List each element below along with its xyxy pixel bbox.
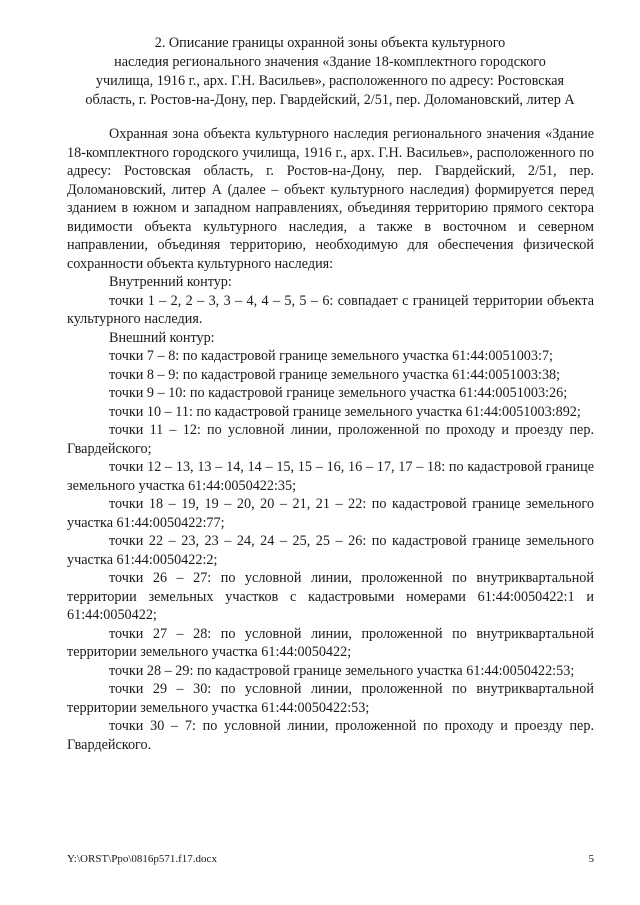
outer-contour-item: точки 28 – 29: по кадастровой границе земельного участка 61:44:0050422:53; — [109, 662, 575, 679]
heading-line: училища, 1916 г., арх. Г.Н. Васильев», расположенного по адресу: Ростовская — [95, 73, 565, 89]
inner-contour-item: точки 1 – 2, 2 – 3, 3 – 4, 4 – 5, 5 – 6: совпадает с границей территории объекта культурного наследия. — [67, 292, 594, 327]
heading-line: наследия регионального значения «Здание 18-комплектного городского — [114, 54, 546, 70]
document-body — [67, 125, 594, 754]
outer-contour-item: точки 22 – 23, 23 – 24, 24 – 25, 25 – 26: по кадастровой границе земельного участка 61:44:0050422:2; — [67, 533, 594, 568]
outer-contour-item: точки 29 – 30: по условной линии, проложенной по внутриквартальной территории земельного участка 61:44:0050422:53; — [67, 681, 594, 716]
intro-paragraph: Охранная зона объекта культурного наследия регионального значения «Здание 18-комплектного городского училища, 1916 г., арх. Г.Н. Васильев», расположенного по адресу: Ростовская область, г. Ростов-на-Дону, пер. Гвардейский, 2/51, пер. Доломановский, литер А (далее – объект культурного наследия) формируется перед зданием в южном и западном направлениях, объединяя территорию прямого сектора видимости объекта культурного наследия, а также в восточном и северном направлении, объединяя территорию, необходимую для обеспечения физической сохранности объекта культурного наследия: — [67, 126, 594, 272]
file-path: Y:\ORST\Ppo\0816p571.f17.docx — [67, 853, 217, 865]
outer-contour-item: точки 26 – 27: по условной линии, проложенной по внутриквартальной территории земельных участков с кадастровыми номерами 61:44:0050422:1 и 61:44:0050422; — [67, 570, 594, 623]
heading-line: область, г. Ростов-на-Дону, пер. Гвардейский, 2/51, пер. Доломановский, литер А — [85, 92, 575, 108]
outer-contour-label: Внешний контур: — [109, 329, 215, 346]
outer-contour-item: точки 8 – 9: по кадастровой границе земельного участка 61:44:0051003:38; — [109, 366, 561, 383]
section-heading — [60, 34, 600, 110]
outer-contour-item: точки 12 – 13, 13 – 14, 14 – 15, 15 – 16, 16 – 17, 17 – 18: по кадастровой границе земельного участка 61:44:0050422:35; — [67, 459, 594, 494]
heading-line: 2. Описание границы охранной зоны объекта культурного — [154, 35, 506, 51]
outer-contour-item: точки 10 – 11: по кадастровой границе земельного участка 61:44:0051003:892; — [109, 403, 581, 420]
inner-contour-label: Внутренний контур: — [109, 274, 232, 290]
outer-contour-item: точки 27 – 28: по условной линии, проложенной по внутриквартальной территории земельного участка 61:44:0050422; — [67, 625, 594, 660]
page-number: 5 — [588, 853, 594, 865]
outer-contour-item: точки 18 – 19, 19 – 20, 20 – 21, 21 – 22: по кадастровой границе земельного участка 61:44:0050422:77; — [67, 496, 594, 531]
outer-contour-item: точки 7 – 8: по кадастровой границе земельного участка 61:44:0051003:7; — [109, 348, 553, 364]
outer-contour-item: точки 9 – 10: по кадастровой границе земельного участка 61:44:0051003:26; — [109, 385, 568, 401]
outer-contour-item: точки 30 – 7: по условной линии, проложенной по проходу и проезду пер. Гвардейского. — [67, 718, 594, 753]
outer-contour-item: точки 11 – 12: по условной линии, проложенной по проходу и проезду пер. Гвардейского; — [67, 422, 594, 457]
